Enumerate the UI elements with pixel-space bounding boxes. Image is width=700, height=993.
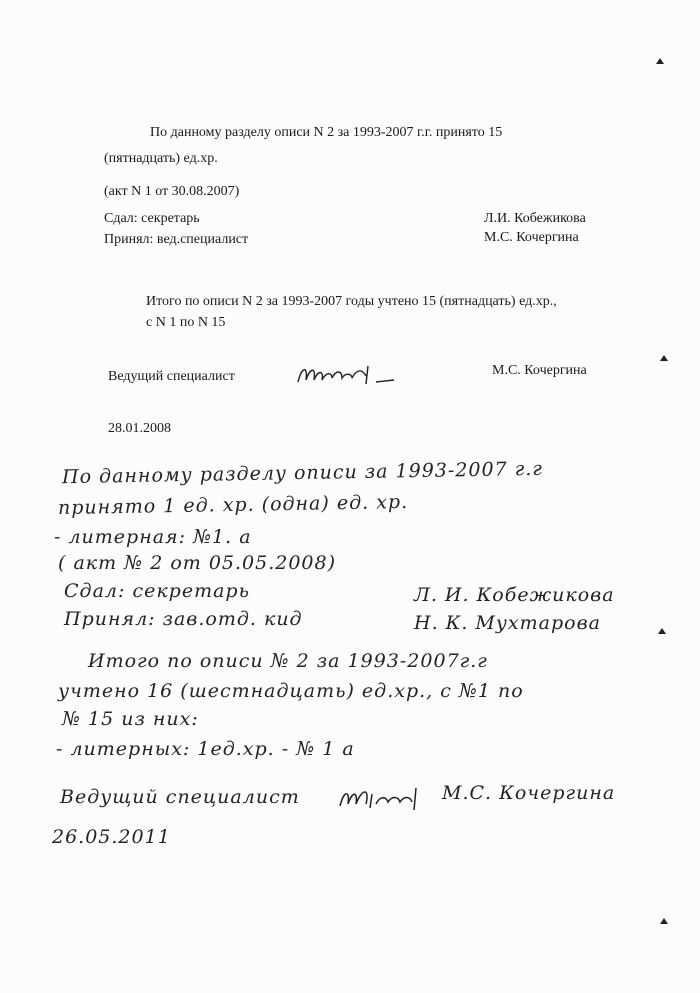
typed-paragraph-line2: (пятнадцать) ед.хр.	[104, 151, 218, 166]
handwritten-line3: - литерная: №1. а	[54, 526, 252, 548]
handwritten-received-name: Н. К. Мухтарова	[414, 612, 601, 634]
typed-paragraph-line1: По данному разделу описи N 2 за 1993-2007 г.г. принято 15	[150, 125, 503, 140]
handwritten-handed-role: Сдал: секретарь	[64, 580, 250, 602]
handwritten-handed-name: Л. И. Кобежикова	[414, 584, 615, 606]
typed-signer-role: Ведущий специалист	[108, 369, 235, 384]
handwritten-received-role: Принял: зав.отд. кид	[64, 608, 303, 630]
typed-handed-role: Сдал: секретарь	[104, 211, 200, 226]
typed-handed-name: Л.И. Кобежикова	[484, 211, 586, 226]
typed-total-line1: Итого по описи N 2 за 1993-2007 годы учтено 15 (пятнадцать) ед.хр.,	[146, 294, 557, 309]
handwritten-date: 26.05.2011	[52, 826, 171, 848]
binding-hole-mark	[660, 355, 668, 363]
handwritten-total-line1: Итого по описи № 2 за 1993-2007г.г	[88, 650, 488, 672]
binding-hole-mark	[658, 628, 666, 636]
binding-hole-mark	[656, 58, 664, 66]
typed-received-role: Принял: вед.специалист	[104, 232, 249, 247]
typed-total-line2: с N 1 по N 15	[146, 315, 226, 330]
handwritten-line4: ( акт № 2 от 05.05.2008)	[58, 552, 337, 574]
handwritten-literal-line: - литерных: 1ед.хр. - № 1 а	[56, 738, 355, 760]
handwritten-total-line3: № 15 из них:	[62, 708, 199, 730]
typed-signer-name: М.С. Кочергина	[492, 363, 587, 378]
binding-hole-mark	[660, 918, 668, 926]
typed-act-reference: (акт N 1 от 30.08.2007)	[104, 184, 240, 199]
signature-typed-section	[292, 356, 402, 395]
handwritten-signer-role: Ведущий специалист	[60, 786, 300, 808]
handwritten-line2: принято 1 ед. хр. (одна) ед. хр.	[57, 490, 409, 520]
typed-received-name: М.С. Кочергина	[484, 230, 579, 245]
typed-date: 28.01.2008	[108, 421, 171, 436]
handwritten-signer-name: М.С. Кочергина	[442, 782, 616, 804]
signature-handwritten-section	[336, 782, 432, 817]
handwritten-line1: По данному разделу описи за 1993-2007 г.г	[61, 457, 544, 489]
handwritten-total-line2: учтено 16 (шестнадцать) ед.хр., с №1 по	[58, 680, 524, 702]
